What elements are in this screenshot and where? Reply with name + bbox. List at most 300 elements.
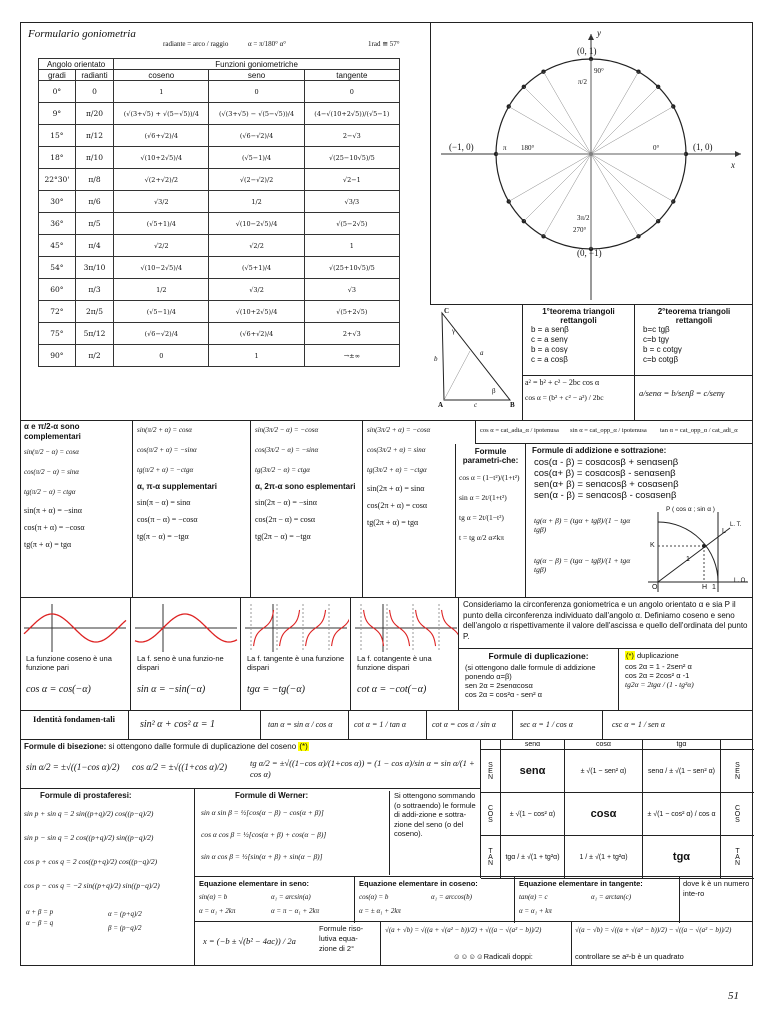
table-cell: 90° [39, 345, 76, 367]
table-cell: √(10−2√5)/4 [209, 213, 304, 235]
dup-f2: cos 2α = cos²α - sen² α [465, 690, 542, 699]
fund-f6: csc α = 1 / sen α [612, 720, 665, 729]
tan-plot [243, 602, 349, 654]
dup-r3: cos 2α = 2cos² α -1 [625, 671, 690, 680]
table-cell: √3/2 [114, 191, 209, 213]
table-cell: √3 [304, 279, 399, 301]
table-cell: 1 [209, 345, 304, 367]
table-cell: √(25+10√5)/5 [304, 257, 399, 279]
unit-h: H [702, 584, 708, 591]
theorem-2-title: 2°teorema triangoli rettangoli [657, 307, 731, 325]
conv-side-label: SEN [481, 750, 501, 793]
table-cell: 2−√3 [304, 125, 399, 147]
sin-plot [133, 602, 239, 654]
page-title: Formulario goniometria [28, 28, 136, 40]
angle-beta: β [492, 387, 496, 395]
werner-title: Formule di Werner: [235, 791, 309, 800]
rad-pi2: π/2 [578, 78, 587, 86]
table-cell: π/4 [75, 235, 113, 257]
werner-box [195, 788, 480, 876]
assoc-formula: sin(π/2 − α) = cosα [24, 448, 79, 456]
table-cell: 30° [39, 191, 76, 213]
table-cell: 60° [39, 279, 76, 301]
axis-y-label: y [597, 28, 601, 38]
table-cell: √(25−10√5)/5 [304, 147, 399, 169]
conv-cell: tgα [643, 836, 721, 879]
carnot-2: cos α = (b² + c² − a²) / 2bc [525, 393, 604, 402]
circle-ray [591, 72, 639, 154]
rad-note2: controllare se a²-b è un quadrato [575, 952, 684, 961]
eq-note: dove k è un numero inte-ro [683, 879, 750, 898]
ratio-cos: cos α = cat_adia_α / ipotenusa [480, 427, 559, 434]
conv-side-label-r: COS [721, 793, 754, 836]
prost-title: Formule di prostaferesi: [40, 791, 132, 800]
unit-p-label: P ( cos α ; sin α ) [666, 506, 715, 513]
graph-cos [20, 598, 130, 710]
table-head-angle: Angolo orientato [39, 59, 114, 70]
bis-title: Formule di bisezione: [24, 742, 107, 751]
table-cell: 0 [304, 81, 399, 103]
conv-cell: cosα [565, 793, 643, 836]
circle-ray [591, 87, 658, 154]
prost-s1: α + β = p [26, 908, 54, 916]
table-row [39, 125, 400, 147]
table-cell: 2π/5 [75, 301, 113, 323]
sines-law [634, 375, 753, 420]
conv-cell: ± √(1 − cos² α) [501, 793, 565, 836]
assoc-formula: tg(π/2 + α) = −ctgα [137, 466, 194, 474]
ratio-sin: sin α = cat_opp_α / ipotenusa [570, 427, 647, 434]
table-cell: 2+√3 [304, 323, 399, 345]
add-title: Formule di addizione e sottrazione: [532, 446, 667, 455]
table-cell: 22°30' [39, 169, 76, 191]
assoc-formula: tg(2π + α) = tgα [367, 518, 419, 527]
bis-sub: si ottengono dalle formule di duplicazione del coseno [108, 742, 297, 751]
fund-f5: sec α = 1 / cos α [520, 720, 573, 729]
add-formula: sen(α - β) = senαcosβ - cosαsenβ [534, 490, 677, 501]
table-col-3: seno [209, 70, 304, 81]
conv-cell: senα / ± √(1 − sen² α) [643, 750, 721, 793]
eq-cos-title: Equazione elementare in coseno: [359, 879, 478, 888]
graph-sin [130, 598, 240, 710]
table-cell: √(10+2√5)/4 [209, 301, 304, 323]
angle-gamma: γ [452, 327, 456, 335]
table-cell: π/3 [75, 279, 113, 301]
point-0-m1: (0, −1) [577, 248, 602, 258]
dup-r1: duplicazione [637, 651, 679, 660]
table-col-4: tangente [304, 70, 399, 81]
prost-s2: α − β = q [26, 919, 54, 927]
param-formula: tg α = 2t/(1−t²) [459, 513, 504, 522]
vertex-b: B [510, 401, 515, 409]
radiant-def: radiante = arco / raggio [163, 40, 229, 48]
assoc-formula: sin(2π + α) = sinα [367, 484, 425, 493]
unit-l: L [722, 528, 726, 535]
assoc-title: α, 2π-α sono esplementari [255, 482, 356, 491]
eq-tan-title: Equazione elementare in tangente: [519, 879, 643, 888]
cos-plot [22, 602, 128, 654]
axis-x-label: x [731, 160, 735, 170]
definition-text: Consideriamo la circonferenza goniometrica e un angolo orientato α e sia P il punto della circonferenza individuato dall'angolo α. Definiamo coseno e seno dell'angolo α rispettivamente il valore dell'ascissa e quello dell'ordinata del punto P. [463, 600, 748, 641]
circle-ray [591, 154, 658, 221]
prost-s4: β = (p−q)/2 [108, 924, 142, 932]
table-head-funcs: Funzioni goniometriche [114, 59, 400, 70]
table-col-0: gradi [39, 70, 76, 81]
table-cell: (√6−√2)/4 [209, 125, 304, 147]
table-cell: (√(3+√5) + √(5−√5))/4 [114, 103, 209, 125]
table-row [39, 257, 400, 279]
bottom-row [195, 922, 753, 965]
dup-text: (si ottengono dalle formule di addizione ponendo α=β) [465, 663, 596, 681]
table-col-1: radianti [75, 70, 113, 81]
prost-formula: sin p − sin q = 2 cos((p+q)/2) sin((p−q)/2) [24, 833, 154, 842]
angle-180: 180° [521, 144, 535, 152]
bis-f2: cos α/2 = ±√((1+cos α)/2) [132, 762, 227, 772]
angle-0: 0° [653, 144, 660, 152]
assoc-formula: tg(π − α) = −tgα [137, 532, 189, 541]
table-cell: π/10 [75, 147, 113, 169]
side-a: a [480, 349, 484, 357]
circle-ray [591, 107, 673, 155]
dup-f1: sen 2α = 2senαcosα [465, 681, 533, 690]
fund-row [20, 710, 753, 740]
add-formula: cos(α - β) = cosαcosβ + senαsenβ [534, 457, 679, 468]
theorem-2-item: b=c tgβ [643, 325, 670, 334]
prost-formula: cos p + cos q = 2 cos((p+q)/2) cos((p−q)/2) [24, 857, 158, 866]
triangle-svg [430, 305, 520, 415]
assoc-formula: tg(π + α) = tgα [24, 540, 72, 549]
table-cell: π/6 [75, 191, 113, 213]
unit-circle-svg [431, 22, 754, 305]
assoc-formula: cos(π/2 + α) = −sinα [137, 446, 197, 454]
dup-mark: (*) [626, 651, 634, 660]
assoc-formula: tg(2π − α) = −tgα [255, 532, 311, 541]
fund-title: Identità fondamen-tali [33, 714, 115, 724]
table-cell: π/12 [75, 125, 113, 147]
table-cell: 54° [39, 257, 76, 279]
dup-title: Formule di duplicazione: [488, 651, 589, 661]
rad-note: ☺☺☺☺Radicali doppi: [453, 952, 533, 961]
graph-caption: La f. seno è una funzio-ne dispari [137, 654, 224, 672]
theorem-1-title: 1°teorema triangoli rettangoli [542, 307, 615, 325]
conv-cell: tgα / ± √(1 + tg²α) [501, 836, 565, 879]
assoc-formula: cos(π + α) = −cosα [24, 523, 85, 532]
conv-side-label-r: SEN [721, 750, 754, 793]
param-box [455, 444, 525, 598]
deg-rad-conv: α = π/180° α° [248, 40, 287, 48]
assoc-col [132, 420, 250, 598]
bis-f1: sin α/2 = ±√((1−cos α)/2) [26, 762, 120, 772]
table-row [39, 213, 400, 235]
graph-formula: cot α = −cot(−α) [357, 684, 427, 695]
conv-cell: ± √(1 − cos² α) / cos α [643, 793, 721, 836]
table-row [39, 147, 400, 169]
eq-sen-f2: α₁ = arcsin(a) [271, 893, 311, 901]
assoc-formula: cos(2π − α) = cosα [255, 515, 316, 524]
carnot-1: a² = b² + c² − 2bc cos α [525, 378, 600, 387]
angle-90: 90° [594, 67, 604, 75]
table-row [39, 191, 400, 213]
table-cell: (√6+√2)/4 [209, 323, 304, 345]
conv-col-header: senα [501, 740, 565, 750]
side-b: b [434, 355, 438, 363]
table-cell: (4−√(10+2√5))/(√5−1) [304, 103, 399, 125]
conv-cell: senα [501, 750, 565, 793]
graph-formula: cos α = cos(−α) [26, 684, 91, 695]
eq-sen-title: Equazione elementare in seno: [199, 879, 310, 888]
unit-lt: L. T. [730, 522, 742, 528]
table-cell: π/5 [75, 213, 113, 235]
vertex-c: C [444, 307, 450, 315]
eq-row [195, 876, 753, 922]
table-cell: 72° [39, 301, 76, 323]
unit-k: K [650, 542, 655, 549]
graph-formula: tgα = −tg(−α) [247, 684, 305, 695]
point-0-1: (0, 1) [577, 46, 597, 56]
unit-o: O [652, 584, 658, 591]
graphs-row [20, 598, 458, 710]
assoc-formula: tg(π/2 − α) = ctgα [24, 488, 76, 496]
assoc-title: α, π-α supplementari [137, 482, 217, 491]
table-cell: (√5+1)/4 [209, 257, 304, 279]
fund-f4: cot α = cos α / sin α [432, 720, 496, 729]
values-table [38, 58, 400, 367]
werner-formula: sin α sin β = ½[cos(α − β) − cos(α + β)] [201, 808, 324, 817]
assoc-formula: tg(3π/2 − α) = ctgα [255, 466, 310, 474]
assoc-formula: sin(3π/2 − α) = −cosα [255, 426, 319, 434]
circle-panel [430, 22, 753, 305]
graph-caption: La f. cotangente è una funzione dispari [357, 654, 432, 672]
eq-sen-f3: α = α₁ + 2kπ [199, 907, 236, 915]
cot-plot [353, 602, 459, 654]
table-cell: (√5−1)/4 [114, 301, 209, 323]
ratios-row [475, 420, 753, 444]
angle-270: 270° [573, 226, 587, 234]
conv-col-header: cosα [565, 740, 643, 750]
rad-f1: √(a + √b) = √((a + √(a² − b))/2) + √((a − √(a² − b))/2) [385, 926, 542, 934]
assoc-formula: cos(3π/2 − α) = −sinα [255, 446, 319, 454]
rad-3pi2: 3π/2 [577, 214, 590, 222]
unit-one: 1 [712, 584, 716, 591]
conv-side-label-r: TAN [721, 836, 754, 879]
werner-formula: sin α cos β = ½[sin(α + β) + sin(α − β)] [201, 852, 323, 861]
table-cell: √(2−√2)/2 [209, 169, 304, 191]
table-cell: 3π/10 [75, 257, 113, 279]
theorem-2-item: b = c cotgγ [643, 345, 682, 354]
table-cell: √3/2 [209, 279, 304, 301]
assoc-formula: sin(π + α) = −sinα [24, 506, 82, 515]
eq-cos-f2: α₁ = arccos(b) [431, 893, 472, 901]
table-cell: √(2+√2)/2 [114, 169, 209, 191]
fund-f1: sin² α + cos² α = 1 [140, 719, 215, 730]
unit-lo: L. O. [734, 578, 748, 584]
page-number: 51 [728, 990, 739, 1002]
values-table-wrap [38, 58, 400, 367]
assoc-title: α e π/2-α sono complementari [24, 422, 81, 441]
ratio-tan: tan α = cat_opp_α / cat_adi_α [660, 427, 738, 434]
table-row [39, 345, 400, 367]
table-cell: √(5+2√5) [304, 301, 399, 323]
unit-radius: 1 [686, 556, 690, 563]
table-cell: (√5+1)/4 [114, 213, 209, 235]
assoc-formula: cos(2π + α) = cosα [367, 501, 428, 510]
table-cell: √(10+2√5)/4 [114, 147, 209, 169]
add-formula: sen(α+ β) = senαcosβ + cosαsenβ [534, 479, 679, 490]
table-cell: π/2 [75, 345, 113, 367]
graph-caption: La funzione coseno è una funzione pari [26, 654, 112, 672]
table-cell: 45° [39, 235, 76, 257]
side-c: c [474, 401, 478, 409]
add-tg1: tg(α + β) = (tgα + tgβ)/(1 − tgα tgβ) [534, 516, 631, 534]
graph-cot [350, 598, 460, 710]
eq-sen-f1: sin(α) = b [199, 893, 228, 901]
theorem-1 [522, 305, 634, 375]
assoc-formula: cos(π/2 − α) = sinα [24, 468, 79, 476]
prost-formula: cos p − cos q = −2 sin((p+q)/2) sin((p−q)/2) [24, 881, 160, 890]
circle-ray [591, 154, 639, 236]
point-m1-0: (−1, 0) [449, 142, 474, 152]
theorem-2 [634, 305, 753, 375]
graph-tan [240, 598, 350, 710]
graph-formula: sin α = −sin(−α) [137, 684, 206, 695]
param-formula: cos α = (1−t²)/(1+t²) [459, 473, 520, 482]
table-cell: 15° [39, 125, 76, 147]
add-formula: cos(α+ β) = cosαcosβ - senαsenβ [534, 468, 676, 479]
table-cell: 1/2 [114, 279, 209, 301]
table-cell: 36° [39, 213, 76, 235]
theorem-1-item: b = a senβ [531, 325, 569, 334]
triangle-panel [430, 305, 753, 420]
table-row [39, 235, 400, 257]
assoc-formula: cos(π − α) = −cosα [137, 515, 198, 524]
table-cell: √(5−2√5) [304, 213, 399, 235]
assoc-col [20, 420, 132, 598]
dup-box [458, 648, 753, 710]
table-cell: (√5−1)/4 [209, 147, 304, 169]
assoc-formula: cos(3π/2 + α) = sinα [367, 446, 426, 454]
conv-side-label: TAN [481, 836, 501, 879]
assoc-formula: sin(3π/2 + α) = −cosα [367, 426, 431, 434]
conv-side-label: COS [481, 793, 501, 836]
assoc-formula: sin(π/2 + α) = cosα [137, 426, 192, 434]
quad-note: Formule riso-lutiva equa-zione di 2° [319, 924, 364, 953]
theorem-2-item: c=b cotgβ [643, 355, 679, 364]
assoc-formula: sin(π − α) = sinα [137, 498, 191, 507]
table-cell: √2/2 [114, 235, 209, 257]
table-cell: 1 [304, 235, 399, 257]
theorem-1-item: c = a cosβ [531, 355, 568, 364]
table-cell: 0 [114, 345, 209, 367]
prost-formula: sin p + sin q = 2 sin((p+q)/2) cos((p−q)/2) [24, 809, 154, 818]
conversion-grid [480, 740, 753, 878]
table-cell: π/20 [75, 103, 113, 125]
param-formula: t = tg α/2 α≠kπ [459, 533, 504, 542]
bis-row [20, 740, 480, 788]
table-cell: →±∞ [304, 345, 399, 367]
definition-box [458, 598, 753, 648]
table-row [39, 279, 400, 301]
param-title: Formule parametri-che: [462, 447, 519, 465]
eq-tan-f1: tan(α) = c [519, 893, 548, 901]
assoc-formula: tg(3π/2 + α) = −ctgα [367, 466, 427, 474]
add-box [525, 444, 753, 598]
conv-cell: ± √(1 − sen² α) [565, 750, 643, 793]
table-cell: 0° [39, 81, 76, 103]
eq-tan-f2: α₁ = arctan(c) [591, 893, 632, 901]
bis-mark: (*) [299, 742, 308, 751]
theorem-1-item: c = a senγ [531, 335, 568, 344]
vertex-a: A [438, 401, 444, 409]
circle-ray [524, 154, 591, 221]
eq-sen-f4: α = π − α₁ + 2kπ [271, 907, 320, 915]
eq-cos-f3: α = ± α₁ + 2kπ [359, 907, 401, 915]
add-tg2: tg(α − β) = (tgα − tgβ)/(1 + tgα tgβ) [534, 556, 631, 574]
table-row [39, 323, 400, 345]
table-row [39, 103, 400, 125]
werner-formula: cos α cos β = ½[cos(α + β) + cos(α − β)] [201, 830, 327, 839]
conv-corner-r [721, 740, 754, 750]
werner-note: Si ottengono sommando (o sottraendo) le formule di addi-zione e sottra-zione del seno (o del coseno). [389, 791, 477, 875]
bis-f3: tg α/2 = ±√((1−cos α)/(1+cos α)) = (1 − cos α)/sin α = sin α/(1 + cos α) [250, 758, 475, 779]
table-col-2: coseno [114, 70, 209, 81]
table-cell: (√(3+√5) − √(5−√5))/4 [209, 103, 304, 125]
prost-box [20, 788, 195, 965]
table-cell: 5π/12 [75, 323, 113, 345]
table-cell: (√6+√2)/4 [114, 125, 209, 147]
rad-pi: π [503, 144, 507, 152]
theorem-2-item: c=b tgγ [643, 335, 670, 344]
sines-law-formula: a/senα = b/senβ = c/senγ [639, 388, 725, 398]
table-cell: 9° [39, 103, 76, 125]
table-cell: 0 [75, 81, 113, 103]
rad-f2: √(a − √b) = √((a + √(a² − b))/2) − √((a − √(a² − b))/2) [575, 926, 732, 934]
table-cell: (√6−√2)/4 [114, 323, 209, 345]
rad-approx: 1rad ≅ 57° [368, 40, 400, 48]
table-cell: √3/3 [304, 191, 399, 213]
table-cell: 0 [209, 81, 304, 103]
table-cell: 18° [39, 147, 76, 169]
table-cell: √(10−2√5)/4 [114, 257, 209, 279]
header [28, 26, 428, 56]
table-cell: √2−1 [304, 169, 399, 191]
param-formula: sin α = 2t/(1+t²) [459, 493, 507, 502]
fund-f2: tan α = sin α / cos α [268, 720, 333, 729]
table-cell: √2/2 [209, 235, 304, 257]
eq-cos-f1: cos(α) = b [359, 893, 389, 901]
assoc-col [250, 420, 362, 598]
eq-tan-f3: α = α₁ + kπ [519, 907, 552, 915]
table-row [39, 81, 400, 103]
conv-cell: 1 / ± √(1 + tg²α) [565, 836, 643, 879]
table-row [39, 301, 400, 323]
table-cell: 1 [114, 81, 209, 103]
theorem-1-item: b = a cosγ [531, 345, 568, 354]
table-cell: π/8 [75, 169, 113, 191]
table-cell: 1/2 [209, 191, 304, 213]
assoc-formula: sin(2π − α) = −sinα [255, 498, 317, 507]
dup-r2: cos 2α = 1 - 2sen² α [625, 662, 692, 671]
conv-col-header: tgα [643, 740, 721, 750]
dup-r4: tg2α = 2tgα / (1 - tg²α) [625, 680, 694, 689]
table-cell: 75° [39, 323, 76, 345]
conv-corner [481, 740, 501, 750]
carnot [522, 375, 634, 420]
quad-formula: x = (−b ± √(b² − 4ac)) / 2a [203, 936, 296, 946]
graph-caption: La f. tangente è una funzione dispari [247, 654, 345, 672]
prost-s3: α = (p+q)/2 [108, 910, 142, 918]
point-1-0: (1, 0) [693, 142, 713, 152]
circle-ray [509, 154, 591, 202]
